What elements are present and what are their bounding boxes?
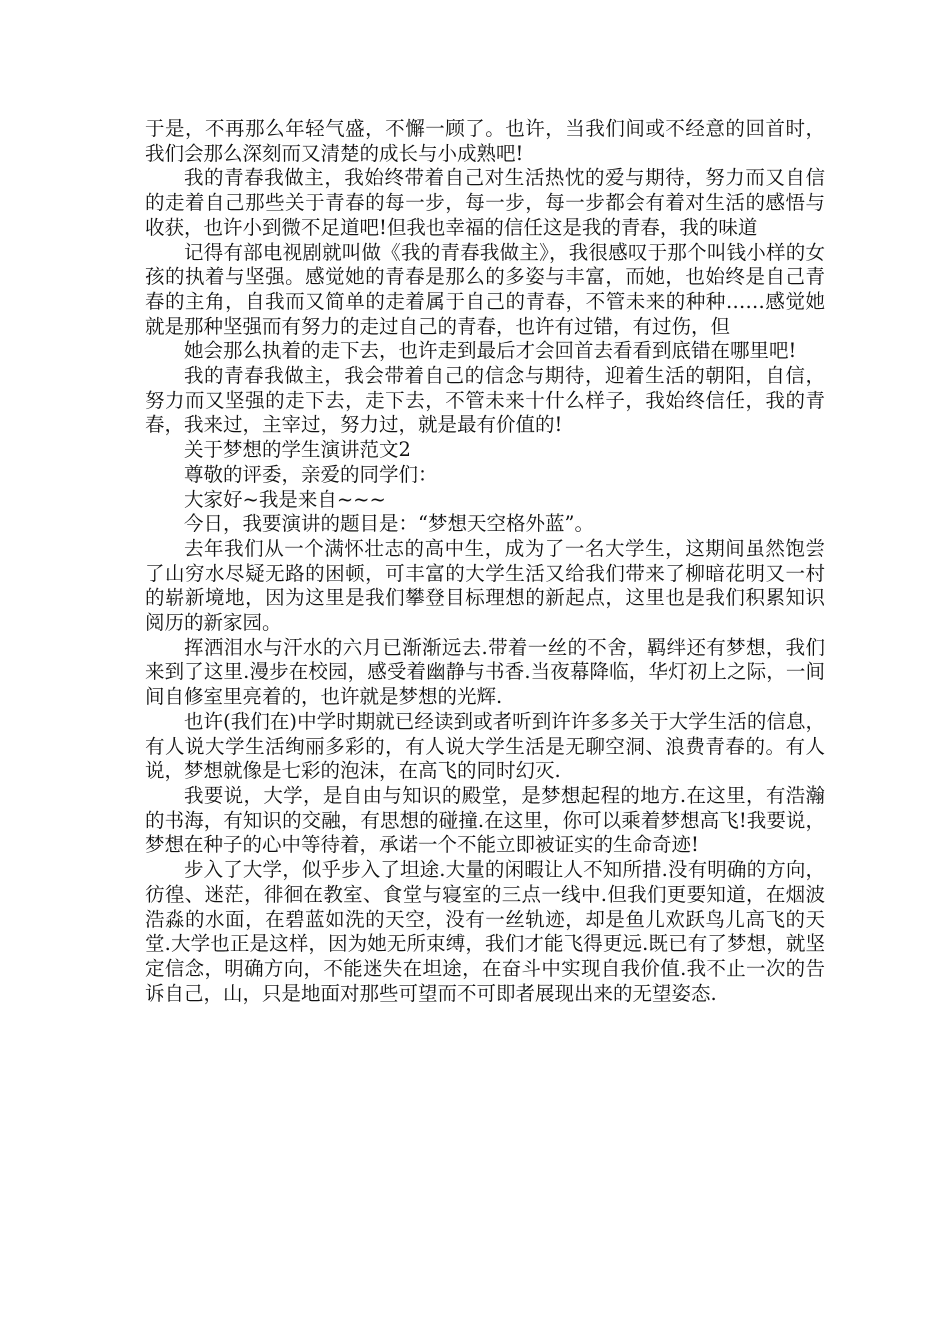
salutation: 尊敬的评委，亲爱的同学们： [184,462,438,486]
greeting: 大家好~我是来自~~~ [184,487,386,511]
paragraph-12: 也许(我们在)中学时期就已经读到或者听到许许多多关于大学生活的信息，有人说大学生活绚丽多彩的，有人说大学生活是无聊空洞、浪费青春的。有人说，梦想就像是七彩的泡沫，在高飞的同时幻灭. [145,709,825,783]
paragraph-4: 她会那么执着的走下去，也许走到最后才会回首去看看到底错在哪里吧! [184,339,797,363]
paragraph-5: 我的青春我做主，我会带着自己的信念与期待，迎着生活的朝阳，自信，努力而又坚强的走下去，走下去，不管未来十什么样子，我始终信任，我的青春，我来过，主宰过，努力过，就是最有价值的! [145,364,825,437]
paragraph-2: 我的青春我做主，我始终带着自己对生活热忱的爱与期待，努力而又自信的走着自己那些关于青春的每一步，每一步，每一步都会有着对生活的感悟与收获，也许小到微不足道吧!但我也幸福的信任这是我的青春，我的味道 [145,166,825,239]
paragraph-11: 挥洒泪水与汗水的六月已渐渐远去.带着一丝的不舍，羁绊还有梦想，我们来到了这里.漫步在校园，感受着幽静与书香.当夜幕降临，华灯初上之际，一间间自修室里亮着的，也许就是梦想的光辉. [145,635,825,709]
paragraph-1: 于是，不再那么年轻气盛，不懈一顾了。也许，当我们间或不经意的回首时，我们会那么深刻而又清楚的成长与小成熟吧! [145,117,825,165]
section-heading: 关于梦想的学生演讲范文2 [184,438,411,462]
paragraph-14: 步入了大学，似乎步入了坦途.大量的闲暇让人不知所措.没有明确的方向，彷徨、迷茫，徘徊在教室、食堂与寝室的三点一线中.但我们更要知道，在烟波浩淼的水面，在碧蓝如洗的天空，没有一丝轨迹，却是鱼儿欢跃鸟儿高飞的天堂.大学也正是这样，因为她无所束缚，我们才能飞得更远.既已有了梦想，就坚定信念，明确方向，不能迷失在坦途，在奋斗中实现自我价值.我不止一次的告诉自己，山，只是地面对那些可望而不可即者展现出来的无望姿态. [145,858,825,1005]
paragraph-10: 去年我们从一个满怀壮志的高中生，成为了一名大学生，这期间虽然饱尝了山穷水尽疑无路的困顿，可丰富的大学生活又给我们带来了柳暗花明又一村的崭新境地，因为这里是我们攀登目标理想的新起点，这里也是我们积累知识阅历的新家园。 [145,536,825,635]
speech-topic: 今日，我要演讲的题目是：“梦想天空格外蓝”。 [184,512,594,536]
paragraph-3: 记得有部电视剧就叫做《我的青春我做主》，我很感叹于那个叫钱小样的女孩的执着与坚强。感觉她的青春是那么的多姿与丰富，而她，也始终是自己青春的主角，自我而又简单的走着属于自己的青春，不管未来的种种……感觉她就是那种坚强而有努力的走过自己的青春，也许有过错，有过伤，但 [145,240,825,338]
document-body [145,117,825,1006]
paragraph-13: 我要说，大学，是自由与知识的殿堂，是梦想起程的地方.在这里，有浩瀚的书海，有知识的交融，有思想的碰撞.在这里，你可以乘着梦想高飞!我要说，梦想在种子的心中等待着，承诺一个不能立即被证实的生命奇迹! [145,783,825,857]
